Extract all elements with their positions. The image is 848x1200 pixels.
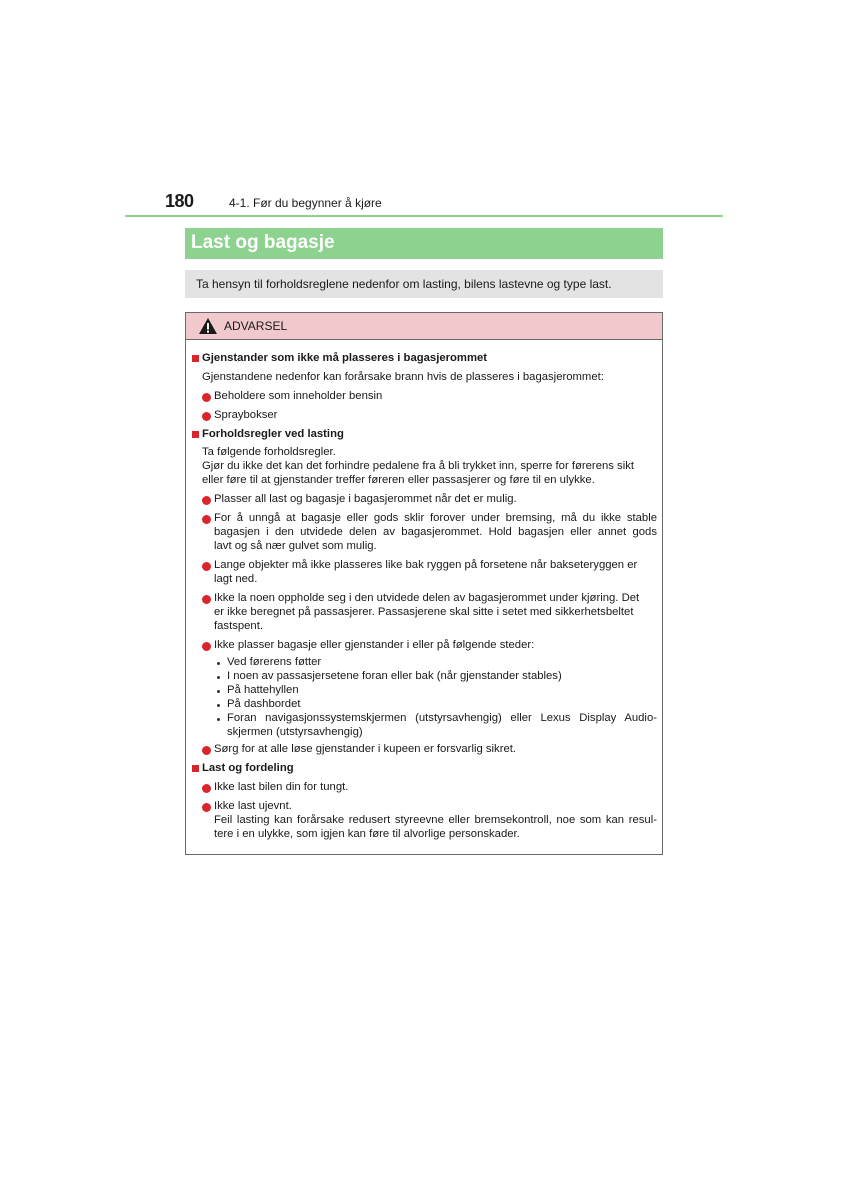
bullet-icon <box>202 393 211 402</box>
sub-list-item: Foran navigasjonssystemskjermen (utstyrsavhengig) eller Lexus Display Audio- <box>227 712 657 724</box>
header-rule <box>125 215 723 217</box>
sub-list-item: På dashbordet <box>227 698 301 710</box>
list-item: Beholdere som inneholder bensin <box>214 390 383 402</box>
intro-text: Ta hensyn til forholdsreglene nedenfor om lasting, bilens lastevne og type last. <box>196 277 612 291</box>
section-text-line: Gjør du ikke det kan det forhindre pedalene fra å bli trykket inn, sperre for førerens sikt <box>202 460 634 472</box>
section-text: Gjenstandene nedenfor kan forårsake brann hvis de plasseres i bagasjerommet: <box>202 371 604 383</box>
warning-label: ADVARSEL <box>224 319 288 333</box>
page-title: Last og bagasje <box>191 232 335 253</box>
sub-bullet-icon <box>217 676 220 679</box>
section-text-line: eller føre til at gjenstander treffer føreren eller passasjerer og føre til en ulykke. <box>202 474 595 486</box>
list-item-line: Plasser all last og bagasje i bagasjerommet når det er mulig. <box>214 493 517 505</box>
bullet-icon <box>202 515 211 524</box>
section-heading: Forholdsregler ved lasting <box>202 428 344 440</box>
warning-header <box>186 313 662 340</box>
list-item-line: fastspent. <box>214 620 263 632</box>
list-item: Spraybokser <box>214 409 278 421</box>
bullet-icon <box>202 496 211 505</box>
section-marker <box>192 431 199 438</box>
section-text-line: Ta følgende forholdsregler. <box>202 446 336 458</box>
list-item-line: tere i en ulykke, som igjen kan føre til alvorlige personskader. <box>214 828 520 840</box>
list-item: Sørg for at alle løse gjenstander i kupeen er forsvarlig sikret. <box>214 743 517 755</box>
sub-list-item: Ved førerens føtter <box>227 656 322 668</box>
bullet-icon <box>202 642 211 651</box>
page-number: 180 <box>165 191 194 211</box>
sub-bullet-icon <box>217 662 220 665</box>
title-bar <box>185 228 663 259</box>
list-item-line: Lange objekter må ikke plasseres like bak ryggen på forsetene når bakseteryggen er <box>214 559 638 571</box>
warning-triangle-icon <box>198 317 218 335</box>
list-item-line: bagasjen i den utvidede delen av bagasjerommet. Hold bagasjen eller annet gods <box>214 526 657 538</box>
bullet-icon <box>202 746 211 755</box>
warning-box <box>185 312 663 855</box>
list-item-line: Ikke last ujevnt. <box>214 800 292 812</box>
sub-list-item: På hattehyllen <box>227 684 299 696</box>
section-heading: Last og fordeling <box>202 762 294 774</box>
list-item-line: Ikke la noen oppholde seg i den utvidede delen av bagasjerommet under kjøring. Det <box>214 592 640 604</box>
list-item-line: lavt og så nær gulvet som mulig. <box>214 540 377 552</box>
sub-list-item: I noen av passasjersetene foran eller bak (når gjenstander stables) <box>227 670 562 682</box>
sub-bullet-icon <box>217 718 220 721</box>
list-item-line: lagt ned. <box>214 573 258 585</box>
section-path: 4-1. Før du begynner å kjøre <box>229 196 382 210</box>
bullet-icon <box>202 595 211 604</box>
bullet-icon <box>202 803 211 812</box>
list-item-line: Ikke last bilen din for tungt. <box>214 781 349 793</box>
list-item-line: For å unngå at bagasje eller gods sklir forover under bremsing, må du ikke stable <box>214 512 657 524</box>
intro-box <box>185 270 663 298</box>
section-marker <box>192 765 199 772</box>
list-item-line: er ikke beregnet på passasjerer. Passasjerene skal sitte i setet med sikkerhetsbeltet <box>214 606 634 618</box>
sub-list-item: skjermen (utstyrsavhengig) <box>227 726 363 738</box>
bullet-icon <box>202 784 211 793</box>
section-marker <box>192 355 199 362</box>
list-item-line: Feil lasting kan forårsake redusert styreevne eller bremsekontroll, noe som kan resul- <box>214 814 657 826</box>
section-heading: Gjenstander som ikke må plasseres i bagasjerommet <box>202 352 488 364</box>
list-item-line: Ikke plasser bagasje eller gjenstander i eller på følgende steder: <box>214 639 535 651</box>
bullet-icon <box>202 412 211 421</box>
sub-bullet-icon <box>217 704 220 707</box>
sub-bullet-icon <box>217 690 220 693</box>
bullet-icon <box>202 562 211 571</box>
